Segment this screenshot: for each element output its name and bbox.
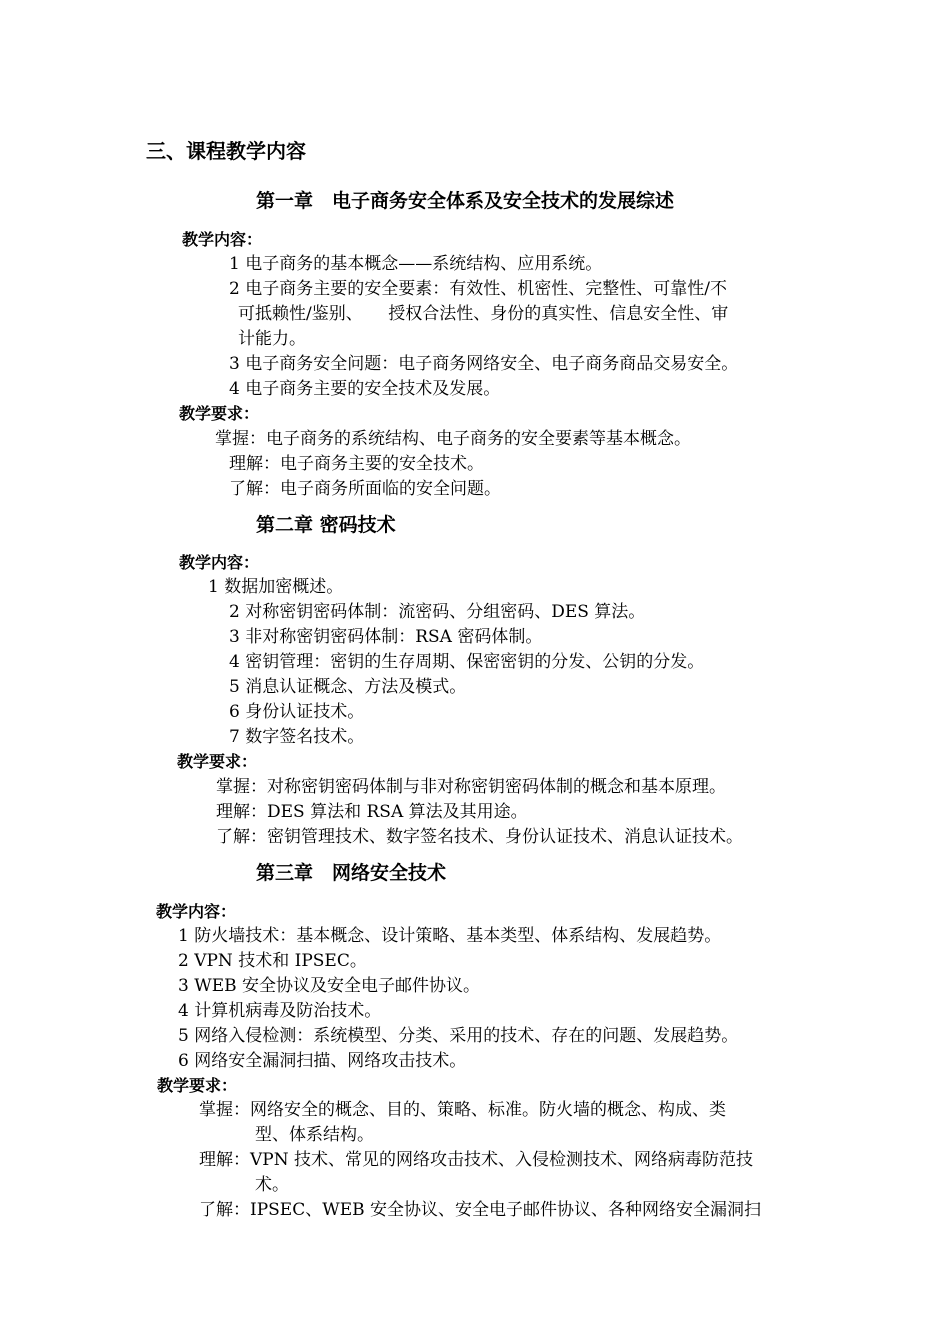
chapter-3-content-item: 5 网络入侵检测：系统模型、分类、采用的技术、存在的问题、发展趋势。	[178, 1026, 739, 1046]
chapter-2-req-label: 教学要求：	[177, 752, 258, 771]
chapter-2-title: 第二章 密码技术	[256, 514, 396, 536]
chapter-1-req-item: 理解：电子商务主要的安全技术。	[229, 454, 484, 474]
chapter-2-content-label: 教学内容：	[179, 553, 260, 572]
chapter-3-req-item: 术。	[255, 1175, 289, 1195]
chapter-1-content-label: 教学内容：	[182, 230, 263, 249]
chapter-3-req-item: 理解：VPN 技术、常见的网络攻击技术、入侵检测技术、网络病毒防范技	[199, 1150, 753, 1170]
chapter-3-content-item: 6 网络安全漏洞扫描、网络攻击技术。	[178, 1051, 467, 1071]
chapter-1-content-item: 3 电子商务安全问题：电子商务网络安全、电子商务商品交易安全。	[229, 354, 739, 374]
chapter-3-content-label: 教学内容：	[156, 902, 237, 921]
chapter-1-content-item: 可抵赖性/鉴别、 授权合法性、身份的真实性、信息安全性、审	[238, 304, 729, 324]
chapter-3-req-item: 了解：IPSEC、WEB 安全协议、安全电子邮件协议、各种网络安全漏洞扫	[199, 1200, 761, 1220]
chapter-1-content-item: 4 电子商务主要的安全技术及发展。	[229, 379, 501, 399]
chapter-2-content-item: 3 非对称密钥密码体制：RSA 密码体制。	[229, 627, 543, 647]
chapter-3-req-item: 掌握：网络安全的概念、目的、策略、标准。防火墙的概念、构成、类	[199, 1100, 726, 1120]
chapter-2-req-item: 掌握：对称密钥密码体制与非对称密钥密码体制的概念和基本原理。	[216, 777, 726, 797]
chapter-3-req-item: 型、体系结构。	[255, 1125, 374, 1145]
chapter-1-req-item: 掌握：电子商务的系统结构、电子商务的安全要素等基本概念。	[215, 429, 691, 449]
chapter-1-title: 第一章 电子商务安全体系及安全技术的发展综述	[256, 190, 675, 212]
chapter-1-req-item: 了解：电子商务所面临的安全问题。	[229, 479, 501, 499]
chapter-2-content-item: 1 数据加密概述。	[208, 577, 344, 597]
chapter-2-content-item: 6 身份认证技术。	[229, 702, 365, 722]
chapter-2-content-item: 7 数字签名技术。	[229, 727, 365, 747]
chapter-3-content-item: 3 WEB 安全协议及安全电子邮件协议。	[178, 976, 480, 996]
chapter-3-content-item: 1 防火墙技术：基本概念、设计策略、基本类型、体系结构、发展趋势。	[178, 926, 722, 946]
chapter-3-content-item: 4 计算机病毒及防治技术。	[178, 1001, 382, 1021]
chapter-1-content-item: 2 电子商务主要的安全要素：有效性、机密性、完整性、可靠性/不	[229, 279, 727, 299]
chapter-1-content-item: 计能力。	[238, 329, 306, 349]
chapter-1-req-label: 教学要求：	[179, 404, 260, 423]
chapter-3-content-item: 2 VPN 技术和 IPSEC。	[178, 951, 367, 971]
chapter-2-content-item: 4 密钥管理：密钥的生存周期、保密密钥的分发、公钥的分发。	[229, 652, 705, 672]
chapter-1-content-item: 1 电子商务的基本概念——系统结构、应用系统。	[229, 254, 603, 274]
chapter-2-content-item: 2 对称密钥密码体制：流密码、分组密码、DES 算法。	[229, 602, 646, 622]
chapter-2-req-item: 理解：DES 算法和 RSA 算法及其用途。	[216, 802, 528, 822]
chapter-2-req-item: 了解：密钥管理技术、数字签名技术、身份认证技术、消息认证技术。	[216, 827, 743, 847]
section-title: 三、课程教学内容	[146, 139, 306, 163]
chapter-3-req-label: 教学要求：	[157, 1076, 238, 1095]
chapter-3-title: 第三章 网络安全技术	[256, 862, 447, 884]
chapter-2-content-item: 5 消息认证概念、方法及模式。	[229, 677, 467, 697]
